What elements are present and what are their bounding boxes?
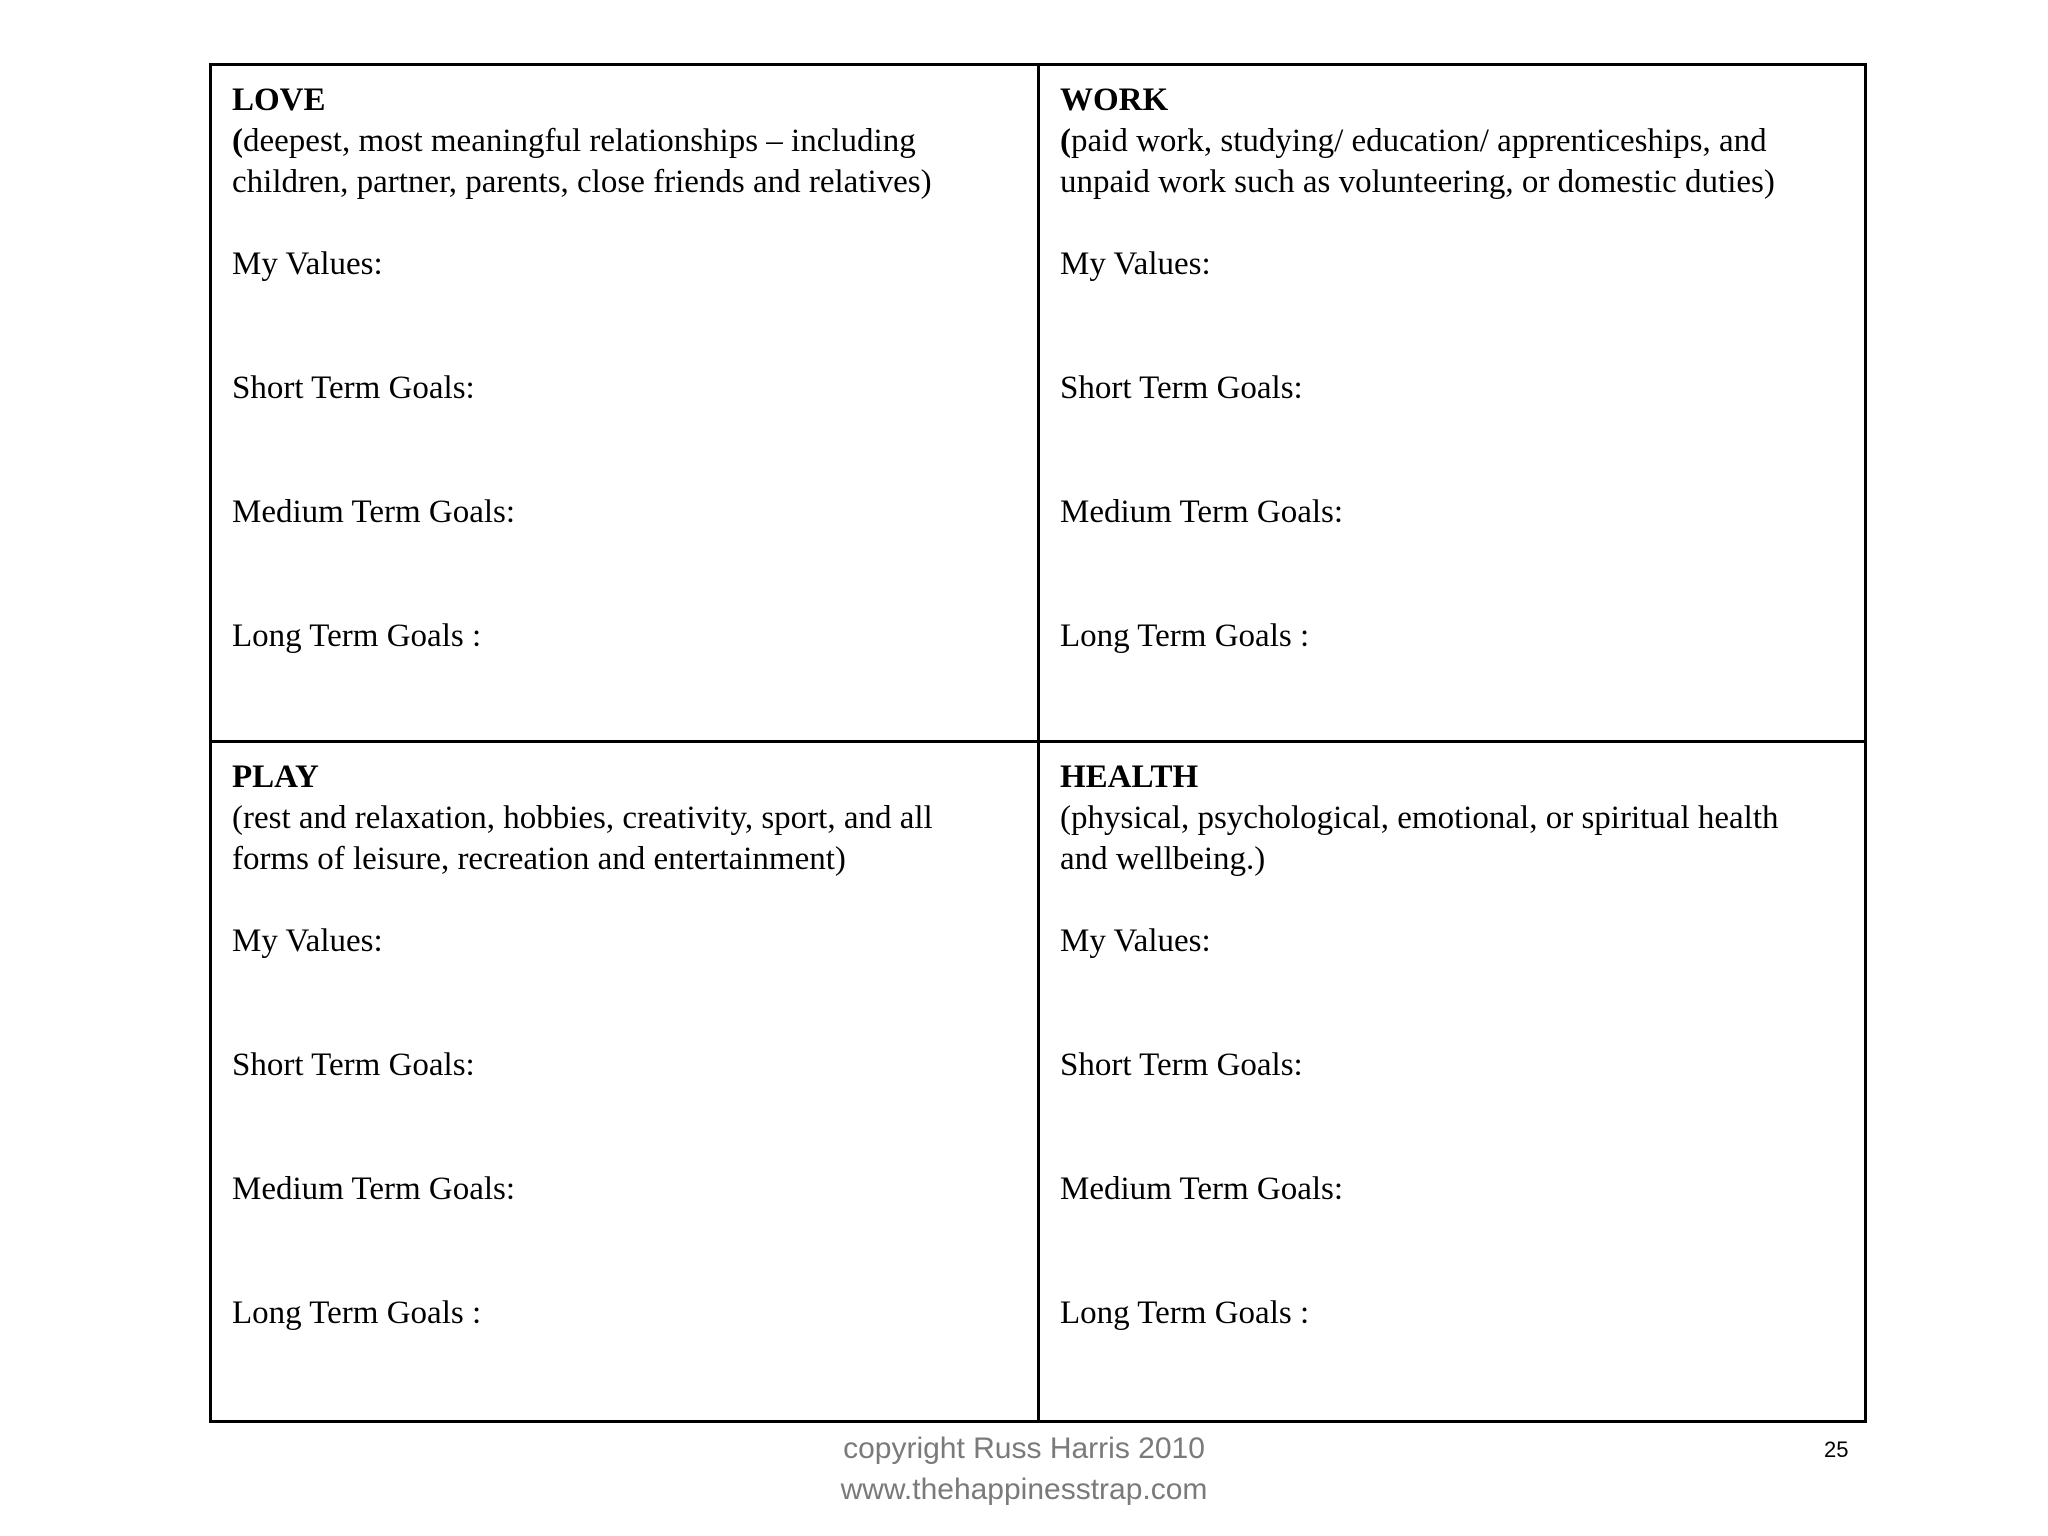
medium-term-goals-label: Medium Term Goals: — [232, 494, 516, 530]
description-line-2: children, partner, parents, close friends and relatives) — [232, 164, 932, 200]
website-text: www.thehappinesstrap.com — [840, 1473, 1208, 1506]
my-values-label: My Values: — [1060, 923, 1211, 959]
my-values-label: My Values: — [232, 246, 383, 282]
quadrant-description — [1060, 121, 1846, 203]
values-goals-worksheet-grid — [209, 63, 1867, 1423]
quadrant-title: HEALTH — [1060, 759, 1199, 795]
page-number: 25 — [1824, 1437, 1849, 1462]
description-paren: ( — [232, 123, 243, 159]
long-term-goals-label: Long Term Goals : — [232, 1295, 482, 1331]
short-term-goals-label: Short Term Goals: — [232, 370, 475, 406]
short-term-goals-label: Short Term Goals: — [1060, 370, 1303, 406]
quadrant-title: LOVE — [232, 82, 326, 118]
quadrant-description — [1060, 798, 1846, 880]
my-values-label: My Values: — [1060, 246, 1211, 282]
short-term-goals-label: Short Term Goals: — [1060, 1047, 1303, 1083]
quadrant-description — [232, 121, 1019, 203]
long-term-goals-label: Long Term Goals : — [1060, 618, 1310, 654]
quadrant-title: WORK — [1060, 82, 1169, 118]
description-line-1: (rest and relaxation, hobbies, creativity, sport, and all — [232, 800, 933, 836]
long-term-goals-label: Long Term Goals : — [232, 618, 482, 654]
long-term-goals-label: Long Term Goals : — [1060, 1295, 1310, 1331]
quadrant-play — [212, 743, 1040, 1420]
description-line-1: (physical, psychological, emotional, or spiritual health — [1060, 800, 1779, 836]
medium-term-goals-label: Medium Term Goals: — [1060, 1171, 1344, 1207]
quadrant-work — [1040, 66, 1864, 743]
quadrant-title: PLAY — [232, 759, 319, 795]
quadrant-health — [1040, 743, 1864, 1420]
description-line-2: unpaid work such as volunteering, or domestic duties) — [1060, 164, 1775, 200]
description-line-1: deepest, most meaningful relationships – including — [243, 123, 916, 159]
footer — [0, 1428, 2048, 1510]
my-values-label: My Values: — [232, 923, 383, 959]
description-line-2: forms of leisure, recreation and entertainment) — [232, 841, 846, 877]
description-line-2: and wellbeing.) — [1060, 841, 1266, 877]
quadrant-description — [232, 798, 1019, 880]
short-term-goals-label: Short Term Goals: — [232, 1047, 475, 1083]
medium-term-goals-label: Medium Term Goals: — [232, 1171, 516, 1207]
medium-term-goals-label: Medium Term Goals: — [1060, 494, 1344, 530]
copyright-text: copyright Russ Harris 2010 — [843, 1432, 1205, 1465]
description-paren: ( — [1060, 123, 1071, 159]
quadrant-love — [212, 66, 1040, 743]
description-line-1: paid work, studying/ education/ apprenticeships, and — [1071, 123, 1767, 159]
